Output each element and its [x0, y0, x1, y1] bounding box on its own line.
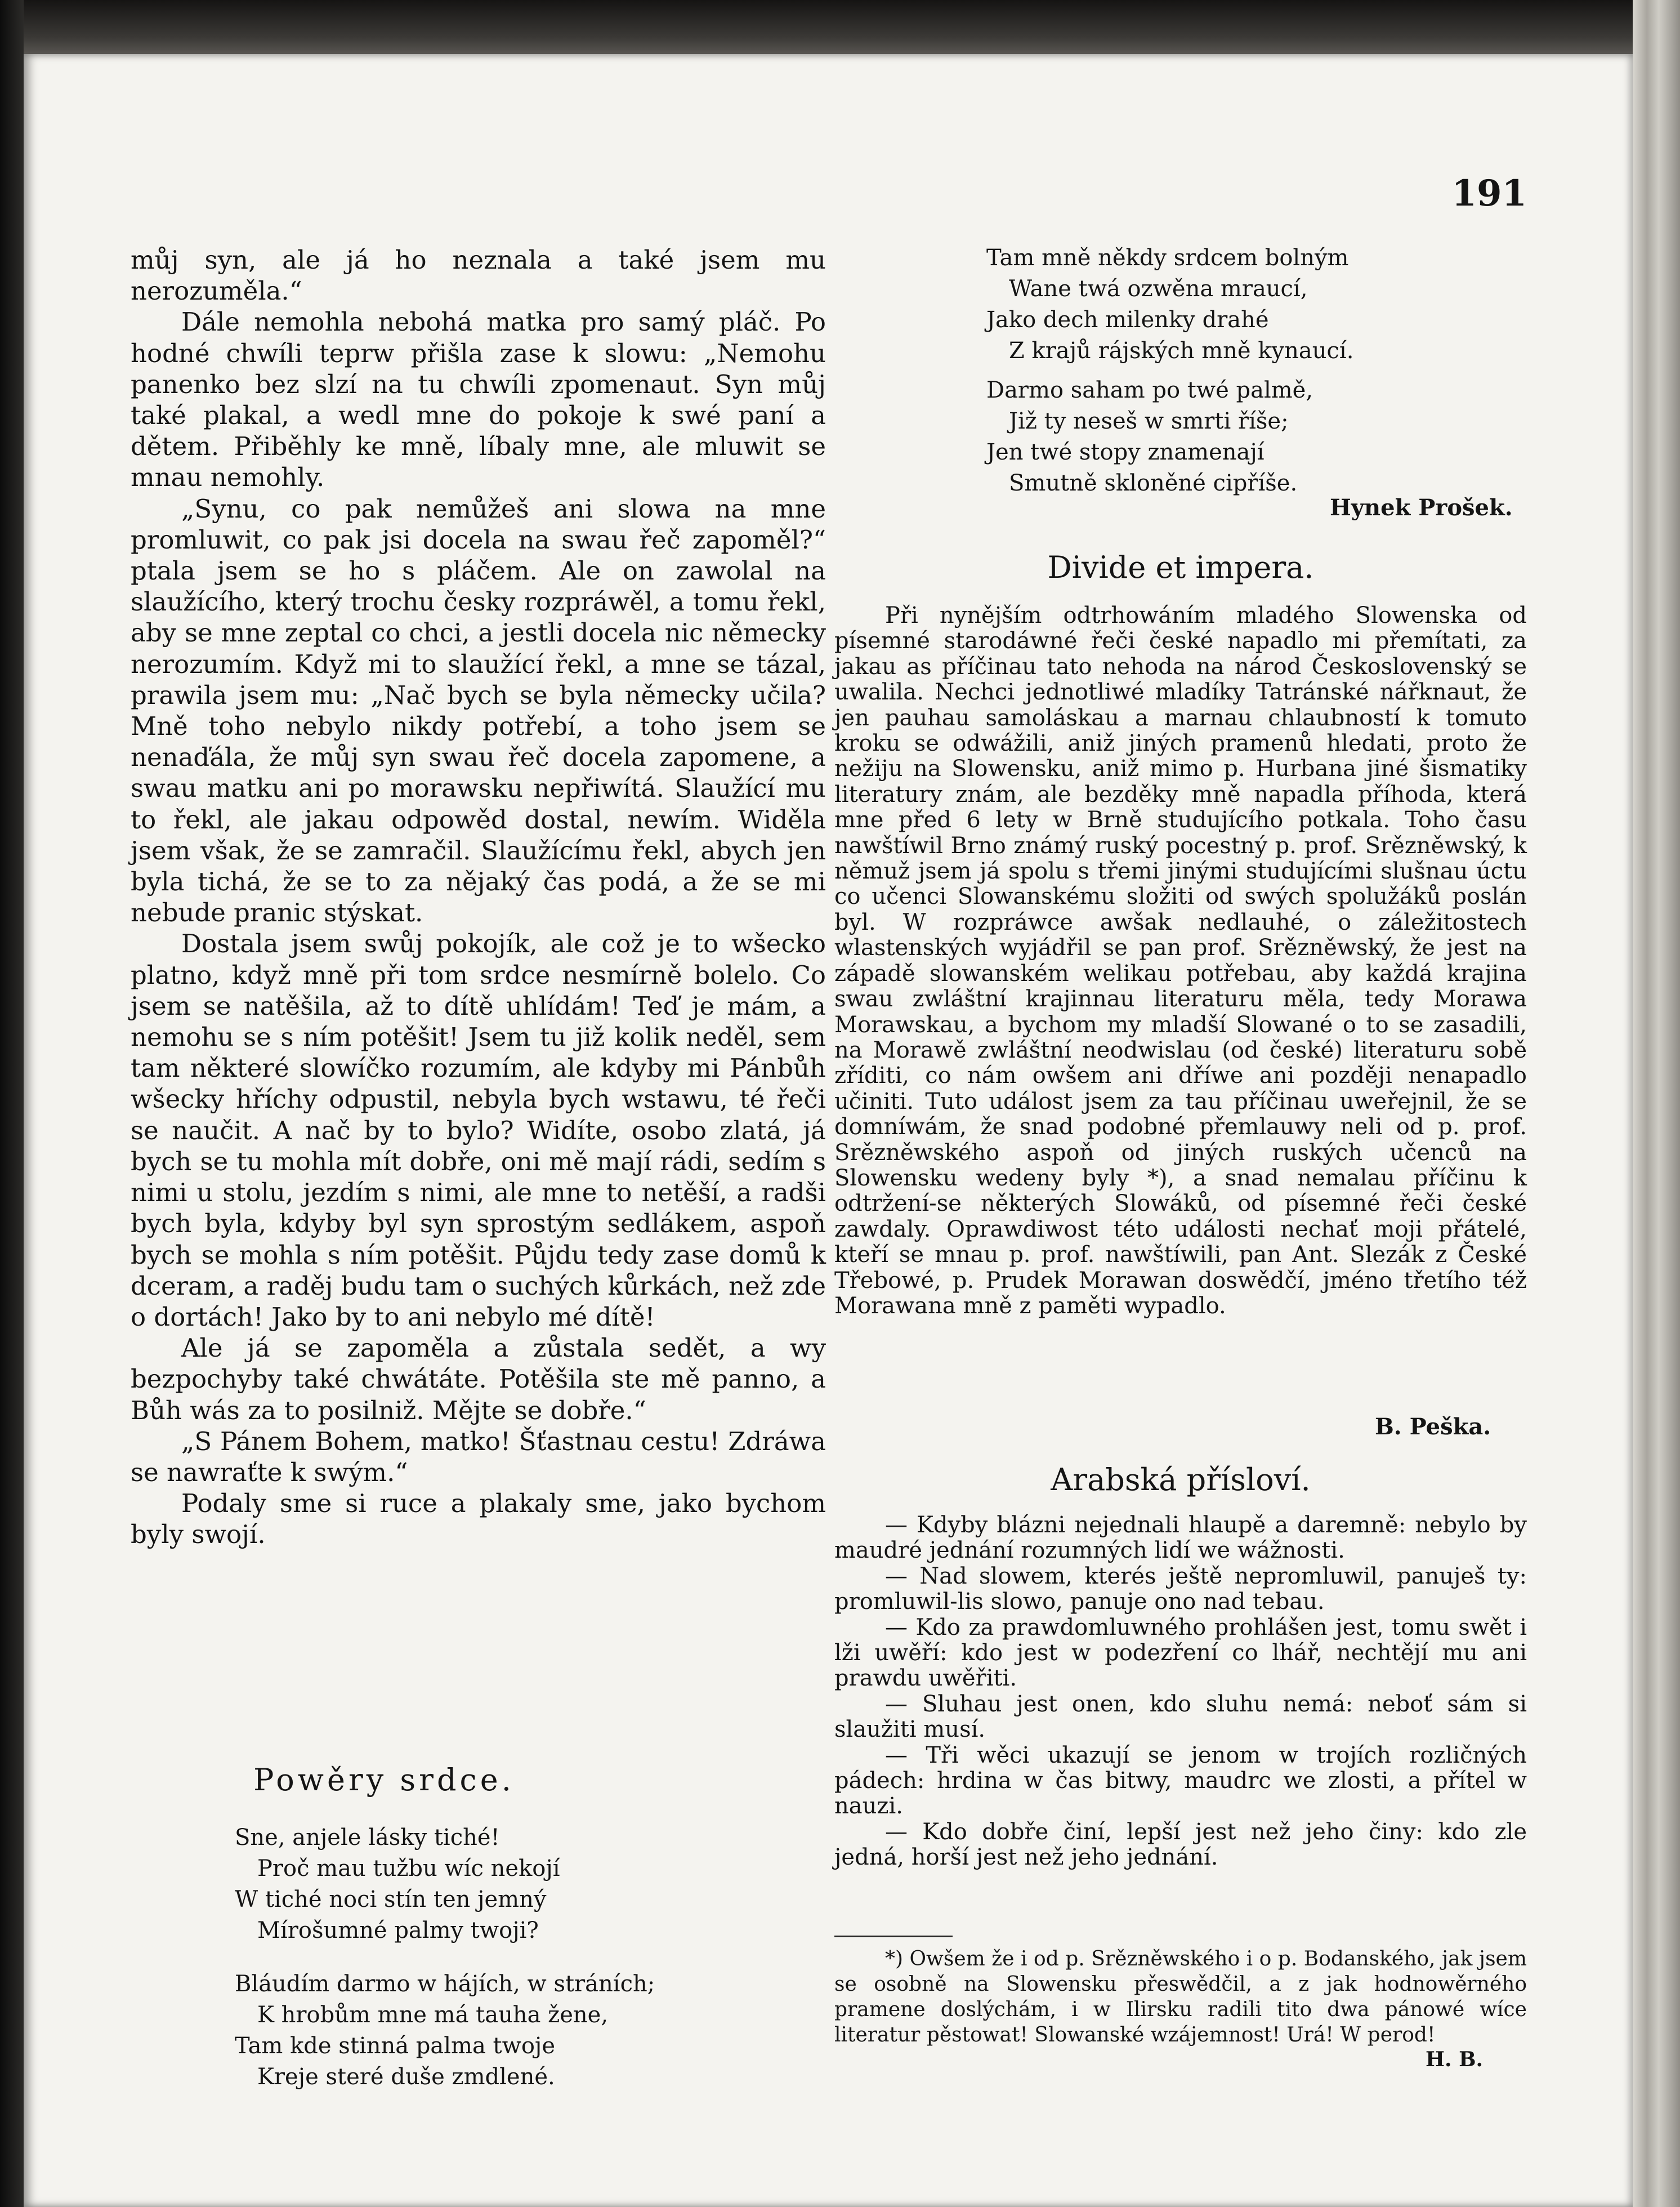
proverb: — Kdo dobře činí, lepší jest než jeho činy: kdo zle jedná, horší jest než jeho jednání. — [834, 1818, 1527, 1871]
poem-stanza — [986, 243, 1354, 367]
proverb: — Kdyby blázni nejednali hlaupě a daremně: nebylo by maudré jednání rozumných lidí we wážnosti. — [834, 1512, 1527, 1564]
poem-line: Smutně skloněné cipříše. — [1009, 470, 1298, 496]
poem-title: Powěry srdce. — [253, 1762, 515, 1798]
proverb: — Sluhau jest onen, kdo sluhu nemá: neboť sám si slaužiti musí. — [834, 1691, 1527, 1743]
story-paragraph: Dále nemohla nebohá matka pro samý pláč. Po hodné chwíli teprw přišla zase k slowu: „Nemohu panenko bez slzí na tu chwíli zpomenaut. Syn můj také plakal, a wedl mne do pokoje k swé paní a dětem. Přiběhly ke mně, líbaly mne, ale mluwit se mnau nemohly. — [131, 307, 826, 493]
poem-author: Hynek Prošek. — [1330, 494, 1513, 521]
book-left-edge — [0, 0, 24, 2207]
story-paragraph: Dostala jsem swůj pokojík, ale což je to wšecko platno, když mně při tom srdce nesmírně bolelo. Co jsem se natěšila, až to dítě uhlídám! Teď je mám, a nemohu se s ním potěšit! Jsem tu již kolik neděl, sem tam některé slowíčko rozumím, ale kdyby mi Pánbůh wšecky hříchy odpustil, nebyla bych wstawu, té řeči se naučit. A nač by to bylo? Widíte, osobo zlatá, já bych se tu mohla mít dobře, oni mě mají rádi, sedím s nimi u stolu, jezdím s nimi, ale mne to netěší, a radši bych byla, kdyby byl syn sprostým sedlákem, aspoň bych se mohla s ním potěšit. Půjdu tedy zase domů k dceram, a raděj budu tam o suchých kůrkách, než zde o dortách! Jako by to ani nebylo mé dítě! — [131, 929, 826, 1332]
poem-line: Tam kde stinná palma twoje — [235, 2033, 555, 2059]
poem-line: Z krajů rájských mně kynaucí. — [1009, 338, 1354, 364]
story-paragraph: můj syn, ale já ho neznala a také jsem mu nerozuměla.“ — [131, 245, 826, 306]
story-paragraph: Ale já se zapoměla a zůstala sedět, a wy bezpochyby také chwátáte. Potěšila ste mě panno, a Bůh wás za to posilniž. Mějte se dobře.“ — [131, 1333, 826, 1425]
poem-line: Proč mau tužbu wíc nekojí — [257, 1856, 560, 1881]
article-title: Divide et impera. — [1047, 550, 1314, 585]
footnote-author: H. B. — [1426, 2048, 1484, 2071]
poem-stanza — [986, 375, 1313, 499]
proverb: — Tři wěci ukazují se jenom w trojích rozličných pádech: hrdina w čas bitwy, maudrc we zlosti, a přítel w nauzi. — [834, 1742, 1527, 1820]
poem-line: Kreje steré duše zmdlené. — [257, 2064, 555, 2090]
poem-stanza — [235, 1822, 560, 1946]
poem-line: K hrobům mne má tauha žene, — [257, 2002, 609, 2028]
proverb: — Kdo za prawdomluwného prohlášen jest, tomu swět i lži uwěří: kdo jest w podezření co lhář, nechtějí mu ani prawdu uwěřiti. — [834, 1614, 1527, 1692]
story-paragraph: Podaly sme si ruce a plakaly sme, jako bychom byly swojí. — [131, 1488, 826, 1550]
poem-line: Tam mně někdy srdcem bolným — [986, 245, 1349, 271]
footnote-rule — [834, 1936, 953, 1937]
footnote-text — [834, 1946, 1527, 2048]
story-paragraph: „S Pánem Bohem, matko! Šťastnau cestu! Zdráwa se nawraťte k swým.“ — [131, 1426, 826, 1487]
poem-line: Mírošumné palmy twoji? — [257, 1918, 539, 1943]
story-paragraph: „Synu, co pak nemůžeš ani slowa na mne promluwit, co pak jsi docela na swau řeč zapoměl?“ ptala jsem se ho s pláčem. Ale on zawolal na slaužícího, který trochu česky rozpráwěl, a tomu řekl, aby se mne zeptal co chci, a jestli docela nic německy nerozumím. Když mi to slaužící řekl, a mne se tázal, prawila jsem mu: „Nač bych se byla německy učila? Mně toho nebylo nikdy potřebí, a toho jsem se nenaďála, že můj syn swau řeč docela zapomene, a swau matku ani po morawsku nepřiwítá. Slaužící mu to řekl, ale jakau odpowěd dostal, newím. Widěla jsem však, že se zamračil. Slaužícímu řekl, abych jen byla tichá, že se to za nějaký čas podá, a že se mi nebude pranic stýskat. — [131, 493, 826, 928]
proverb: — Nad slowem, kterés ještě nepromluwil, panuješ ty: promluwil-lis slowo, panuje ono nad tebau. — [834, 1563, 1527, 1615]
poem-line: Bláudím darmo w hájích, w stráních; — [235, 1971, 655, 1997]
footnote-paragraph: *) Owšem že i od p. Srězněwského i o p. Bodanského, jak jsem se osobně na Slowensku přeswědčil, a z jak hodnowěrného pramene doslýchám, i w Ilirsku radili tito dwa pánowé wíce literatur pěstowat! Slowanské wzájemnost! Urá! W perod! — [834, 1947, 1527, 2047]
article-author: B. Peška. — [1375, 1414, 1491, 1440]
poem-line: Jako dech milenky drahé — [986, 307, 1269, 333]
poem-line: Wane twá ozwěna mraucí, — [1009, 276, 1308, 302]
article-paragraph: Při nynějším odtrhowáním mladého Slowenska od písemné starodáwné řeči české napadlo mi přemítati, za jakau as příčinau tato nehoda na národ Československý se uwalila. Nechci jednotliwé mladíky Tatránské nářknaut, že jen pauhau samoláskau a marnau chlaubností k tomuto kroku se odwážili, aniž jiných pramenů hledati, proto že nežiju na Slowensku, aniž mimo p. Hurbana jiné šismatiky literatury znám, ale bezděky mně napadla příhoda, která mne před 6 lety w Brně studujícího potkala. Toho času nawštíwil Brno známý ruský pocestný p. prof. Srězněwský, k němuž jsem já spolu s třemi jinými studujícími slušnau úctu co učenci Slowanskému složiti od swých spolužáků poslán byl. W rozpráwce awšak nedlauhé, o záležitostech wlastenských wyjádřil se pan prof. Srězněwský, že jest na západě slowanském welikau potřebau, aby každá krajina swau zwláštní krajinnau literaturu měla, tedy Morawa Morawskau, a bychom my mladší Slowané o to se zasadili, na Morawě zwláštní neodwislau (od české) literaturu sobě zříditi, co nám owšem ani dříwe ani později nenapadlo učiniti. Tuto událost jsem za tau příčinau uweřejnil, že se domníwám, že snad podobné přemlauwy neli od p. prof. Srězněwského aspoň od jiných ruských učenců na Slowensku wedeny byly *), a snad nemalau příčinu k odtržení-se některých Slowáků, od písemné řeči české zawdaly. Oprawdiwost této události nechať moji přátelé, kteří se mnau p. prof. nawštíwili, pan Ant. Slezák z České Třebowé, p. Prudek Morawan doswědčí, jméno třetího též Morawana mně z paměti wypadlo. — [834, 603, 1527, 1319]
poem-line: Sne, anjele lásky tiché! — [235, 1825, 500, 1851]
book-right-edge — [1633, 0, 1680, 2207]
article-text — [834, 603, 1527, 1319]
poem-line: Darmo saham po twé palmě, — [986, 377, 1313, 403]
page — [24, 54, 1633, 2207]
proverbs-title: Arabská přísloví. — [1051, 1462, 1311, 1497]
poem-line: Již ty neseš w smrti říše; — [1009, 408, 1289, 434]
page-number: 191 — [1451, 172, 1527, 215]
proverbs-list — [834, 1513, 1527, 1871]
story-text — [131, 244, 826, 1550]
poem-stanza — [235, 1969, 655, 2093]
poem-line: W tiché noci stín ten jemný — [235, 1887, 547, 1912]
poem-line: Jen twé stopy znamenají — [986, 439, 1265, 465]
